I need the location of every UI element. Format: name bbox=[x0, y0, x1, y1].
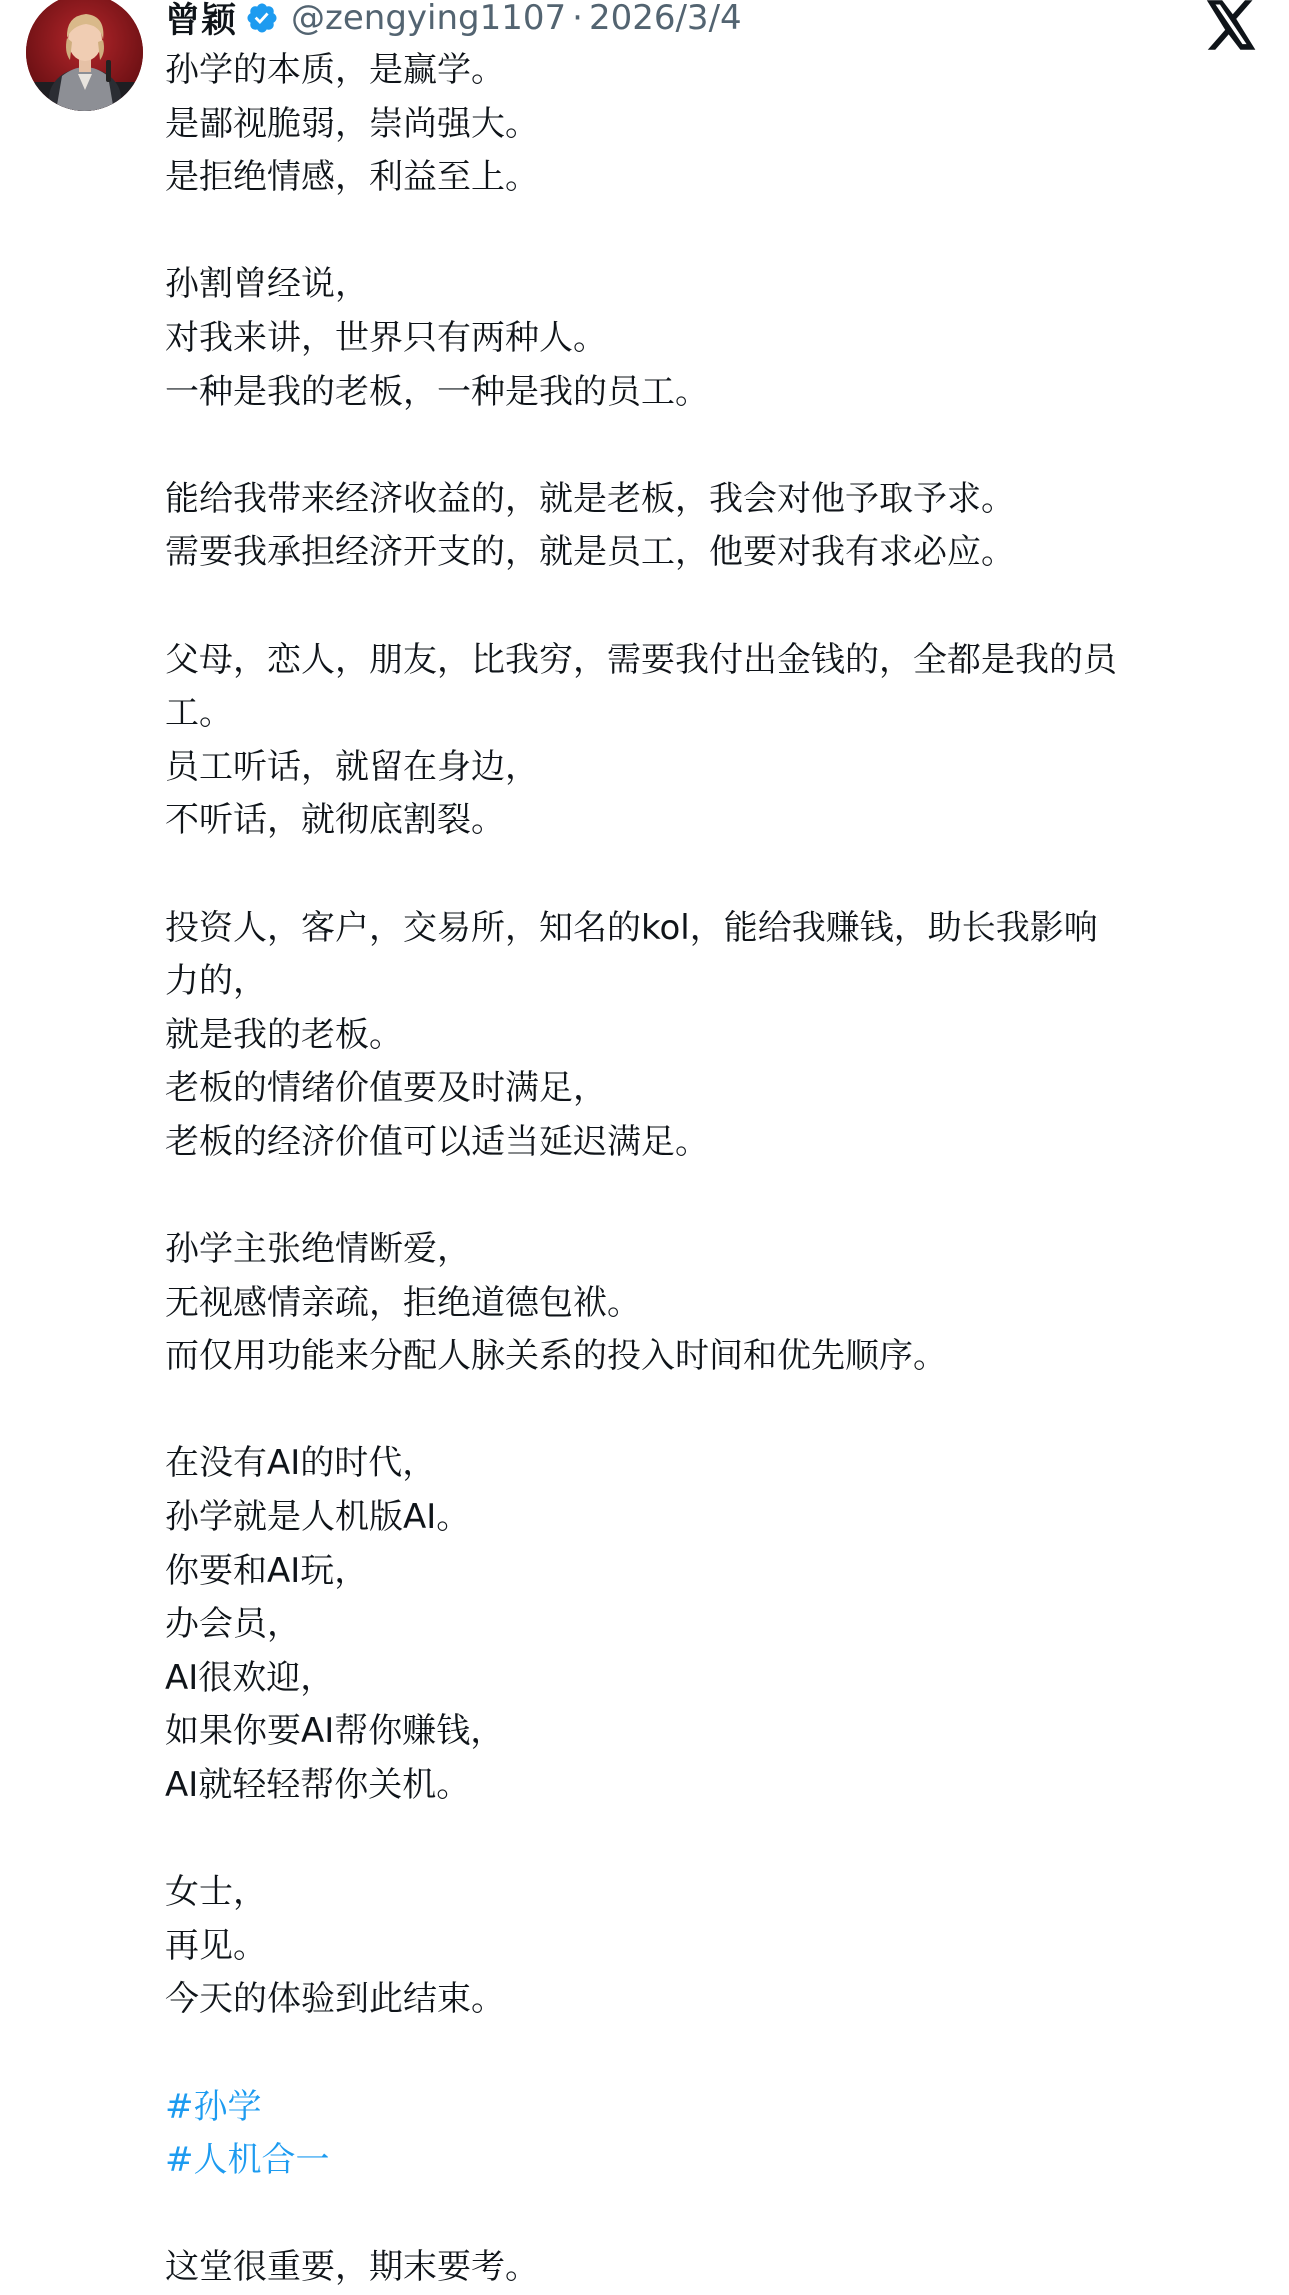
avatar[interactable] bbox=[26, 0, 143, 111]
blank-line bbox=[165, 205, 1265, 259]
tweet-line: 就是我的老板。 bbox=[165, 1014, 403, 1055]
tweet-line: 再见。 bbox=[165, 1925, 267, 1966]
blank-line bbox=[165, 2027, 1265, 2081]
tweet-line: 父母，恋人，朋友，比我穷，需要我付出金钱的，全都是我的员 bbox=[165, 639, 1117, 680]
tweet-line: 需要我承担经济开支的，就是员工，他要对我有求必应。 bbox=[165, 532, 1015, 573]
tweet-line: 无视感情亲疏，拒绝道德包袱。 bbox=[165, 1282, 641, 1323]
blank-line bbox=[165, 1813, 1265, 1867]
blank-line bbox=[165, 2188, 1265, 2242]
tweet-line: 员工听话，就留在身边， bbox=[165, 746, 539, 787]
hashtag-link[interactable]: #人机合一 bbox=[165, 2140, 330, 2181]
tweet-line: 老板的情绪价值要及时满足， bbox=[165, 1068, 607, 1109]
tweet-line: 而仅用功能来分配人脉关系的投入时间和优先顺序。 bbox=[165, 1336, 947, 1377]
tweet-line: 你要和AI玩， bbox=[165, 1550, 369, 1591]
tweet-line: AI就轻轻帮你关机。 bbox=[165, 1765, 471, 1805]
tweet-line: AI很欢迎， bbox=[165, 1657, 335, 1698]
tweet-line: 如果你要AI帮你赚钱， bbox=[165, 1711, 505, 1752]
tweet-line: 能给我带来经济收益的，就是老板，我会对他予取予求。 bbox=[165, 478, 1015, 519]
verified-badge-icon bbox=[245, 1, 279, 35]
tweet-line: 投资人，客户，交易所，知名的kol，能给我赚钱，助长我影响 bbox=[165, 907, 1098, 948]
author-display-name[interactable]: 曾颖 bbox=[165, 1, 238, 41]
tweet-line: 这堂很重要，期末要考。 bbox=[165, 2247, 539, 2288]
blank-line bbox=[165, 1169, 1265, 1223]
tweet-line: 是拒绝情感，利益至上。 bbox=[165, 157, 539, 198]
tweet-line: 不听话，就彻底割裂。 bbox=[165, 800, 505, 841]
x-logo-icon bbox=[1204, 0, 1258, 50]
tweet-line: 今天的体验到此结束。 bbox=[165, 1979, 505, 2020]
tweet-line: 对我来讲，世界只有两种人。 bbox=[165, 317, 607, 358]
post-date[interactable]: 2026/3/4 bbox=[588, 0, 742, 38]
avatar-photo bbox=[26, 0, 143, 111]
hashtag-link[interactable]: #孙学 bbox=[165, 2086, 262, 2127]
tweet-line: 孙学的本质，是赢学。 bbox=[165, 50, 505, 90]
tweet-line: 老板的经济价值可以适当延迟满足。 bbox=[165, 1121, 709, 1162]
tweet-line: 力的， bbox=[165, 961, 267, 1002]
tweet-line: 在没有AI的时代， bbox=[165, 1443, 437, 1484]
blank-line bbox=[165, 580, 1265, 634]
tweet-line: 孙学就是人机版AI。 bbox=[165, 1497, 471, 1538]
tweet-header bbox=[165, 0, 742, 40]
tweet-text bbox=[165, 44, 1265, 2295]
author-handle[interactable]: @zengying1107 bbox=[291, 0, 567, 38]
tweet-line: 工。 bbox=[165, 693, 233, 734]
tweet-line: 孙学主张绝情断爱， bbox=[165, 1229, 471, 1270]
tweet-line: 一种是我的老板，一种是我的员工。 bbox=[165, 371, 709, 412]
blank-line bbox=[165, 1384, 1265, 1438]
tweet-line: 是鄙视脆弱，崇尚强大。 bbox=[165, 103, 539, 144]
tweet-line: 孙割曾经说， bbox=[165, 264, 369, 305]
tweet-line: 女士， bbox=[165, 1872, 267, 1913]
tweet-line: 办会员， bbox=[165, 1604, 301, 1645]
meta-separator: · bbox=[572, 0, 583, 38]
blank-line bbox=[165, 848, 1265, 902]
blank-line bbox=[165, 419, 1265, 473]
